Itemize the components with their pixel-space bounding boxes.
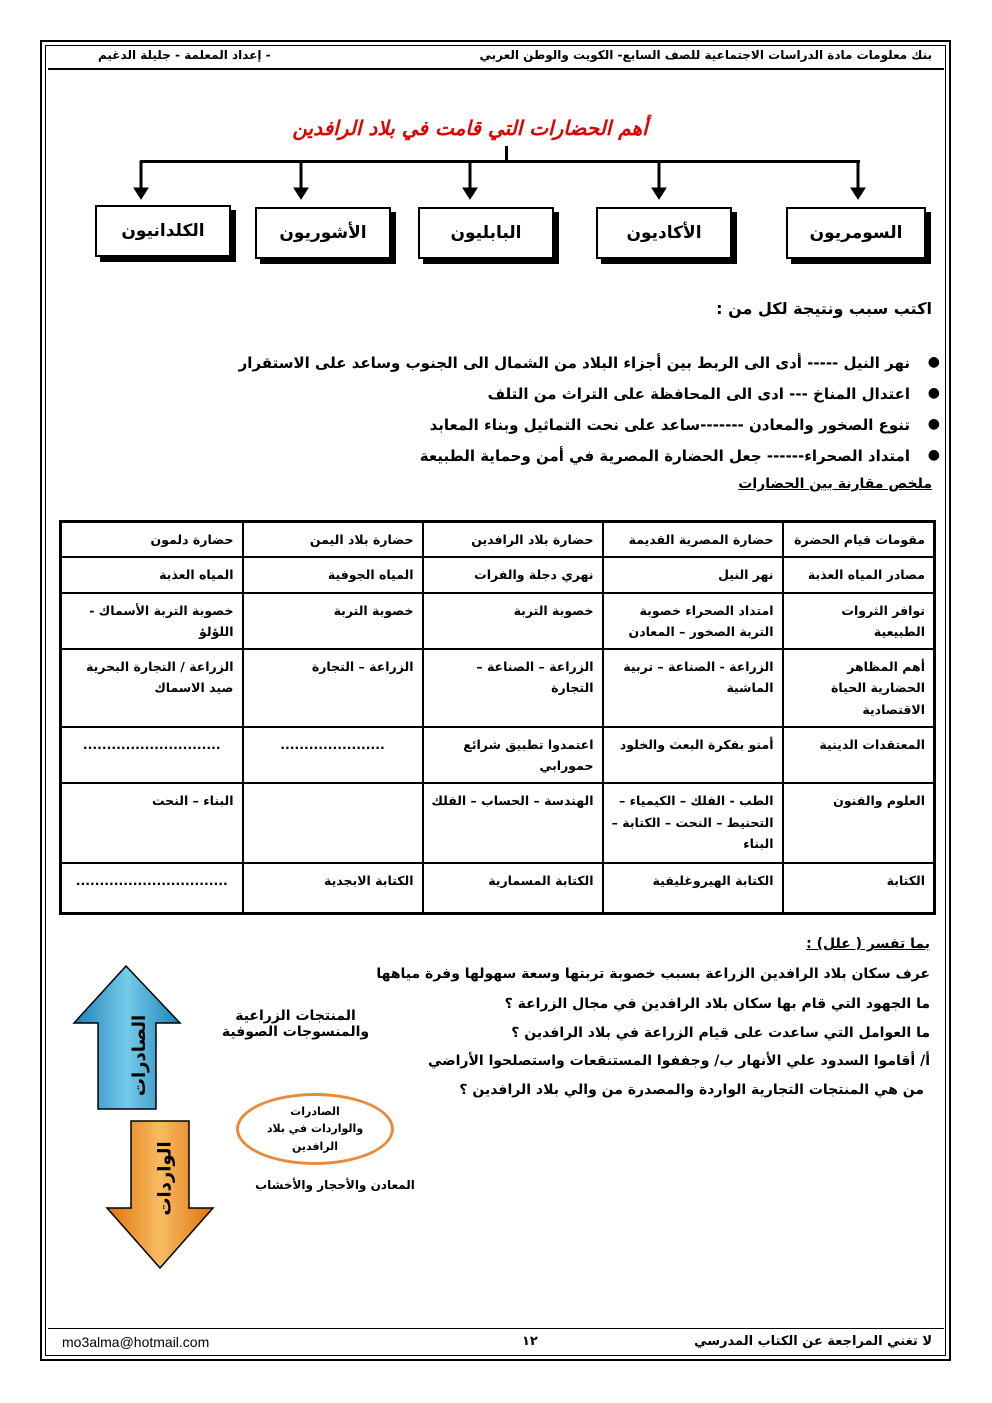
table-cell [243,783,423,863]
tree-arrows [0,0,992,220]
comparison-heading: ملخص مقارنة بين الحضارات [738,476,932,492]
table-cell: حضارة بلاد اليمن [243,522,423,558]
explain-line: من هي المنتجات التجارية الواردة والمصدرة من والي بلاد الرافدين ؟ [459,1082,924,1098]
civ-box-akkadians: الأكاديون [596,207,732,259]
explain-heading: بما تفسر ( علل) : [806,936,930,952]
explain-line: عرف سكان بلاد الرافدين الزراعة بسبب خصوبة تربتها وسعة سهولها وفرة مياهها [376,966,930,982]
table-row [61,727,935,784]
page-number: ١٢ [522,1334,538,1349]
trade-center-label: الصادرات والواردات في بلاد الرافدين [266,1104,364,1153]
bullet-icon: ● [927,385,940,401]
table-cell: حضارة بلاد الرافدين [423,522,603,558]
table-cell: الكتابة المسمارية [423,863,603,913]
table-row [61,522,935,558]
bullet-icon: ● [927,416,940,432]
row-header-cell: أهم المظاهر الحضارية الحياة الاقتصادية [783,649,935,727]
table-cell: نهر النيل [603,557,783,592]
arrow-icon [294,188,308,199]
exports-items: المنتجات الزراعية والمنسوجات الصوفية [221,1008,370,1040]
row-header-cell: مصادر المياه العذبة [783,557,935,592]
explain-line: ما الجهود التي قام بها سكان بلاد الرافدين في مجال الزراعة ؟ [504,996,930,1012]
table-cell: خصوبة التربة [423,593,603,650]
table-cell: ...................... [243,727,423,784]
row-header-cell: مقومات قيام الحضرة [783,522,935,558]
header-author: - إعداد المعلمة - جليلة الدغيم [98,48,271,62]
table-row [61,863,935,913]
table-row [61,649,935,727]
table-cell: اعتمدوا تطبيق شرائع حمورابي [423,727,603,784]
imports-items: المعادن والأحجار والأخشاب [255,1178,415,1192]
civ-box-sumerians: السومريون [786,207,926,259]
footer-note: لا تغني المراجعة عن الكتاب المدرسي [694,1334,932,1349]
imports-label-wrap [140,1128,190,1228]
bullet-icon: ● [927,354,940,370]
table-cell: حضارة المصرية القديمة [603,522,783,558]
arrow-icon [851,188,865,199]
cause-effect-item: ● اعتدال المناخ --- ادى الى المحافظة على التراث من التلف [487,385,940,403]
civ-box-babylonians: البابليون [418,207,554,259]
table-cell: الزراعة / التجارة البحرية صيد الاسماك [61,649,243,727]
cause-effect-heading: اكتب سبب ونتيجة لكل من : [716,299,932,318]
table-cell: امتداد الصحراء خصوبة التربة الصخور – المعادن [603,593,783,650]
exports-label: الصادرات [129,1014,151,1096]
table-cell: نهري دجلة والفرات [423,557,603,592]
civ-box-assyrians: الأشوريون [255,207,391,259]
row-header-cell: العلوم والفنون [783,783,935,863]
table-cell: الكتابة الهيروغليفية [603,863,783,913]
table-cell: أمنو بفكرة البعث والخلود [603,727,783,784]
arrow-icon [134,188,148,199]
row-header-cell: المعتقدات الدينية [783,727,935,784]
comparison-table [59,520,936,915]
footer-divider [48,1328,944,1329]
table-cell: الزراعة – الصناعة – التجارة [423,649,603,727]
arrow-icon [652,188,666,199]
exports-label-wrap [120,1005,160,1105]
table-cell: الزراعة - الصناعة – تربية الماشية [603,649,783,727]
trade-center-ellipse [236,1093,394,1165]
table-row [61,557,935,592]
table-cell: الكتابة الابجدية [243,863,423,913]
arrow-icon [463,188,477,199]
civ-box-chaldeans: الكلدانيون [95,205,231,257]
table-cell: الزراعة – التجارة [243,649,423,727]
bullet-icon: ● [927,447,940,463]
row-header-cell: توافر الثروات الطبيعية [783,593,935,650]
explain-line: ما العوامل التي ساعدت على قيام الزراعة في بلاد الرافدين ؟ [511,1025,930,1041]
cause-effect-item: ● امتداد الصحراء------ جعل الحضارة المصرية في أمن وحماية الطبيعة [419,447,940,465]
cause-effect-item: ● تنوع الصخور والمعادن -------ساعد على نحت التماثيل وبناء المعابد [429,416,940,434]
table-cell: خصوبة التربة [243,593,423,650]
table-cell: خصوبة التربة الأسماك - اللؤلؤ [61,593,243,650]
table-cell: ................................ [61,863,243,913]
table-row [61,783,935,863]
table-cell: ............................. [61,727,243,784]
table-cell: المياه العذبة [61,557,243,592]
cause-effect-item: ● نهر النيل ----- أدى الى الربط بين أجزاء البلاد من الشمال الى الجنوب وساعد على الاستقرار [238,354,940,372]
table-cell: حضارة دلمون [61,522,243,558]
table-cell: البناء – النحت [61,783,243,863]
table-cell: الطب - الفلك – الكيمياء – التحنيط – النحت – الكتابة – البناء [603,783,783,863]
table-cell: الهندسة – الحساب – الفلك [423,783,603,863]
explain-line: أ/ أقاموا السدود علي الأنهار ب/ وجففوا المستنقعات واستصلحوا الأراضي [427,1053,930,1069]
imports-label: الواردات [154,1140,176,1216]
table-cell: المياه الجوفية [243,557,423,592]
footer-email: mo3alma@hotmail.com [62,1334,210,1350]
table-row [61,593,935,650]
row-header-cell: الكتابة [783,863,935,913]
diagram-title: أهم الحضارات التي قامت في بلاد الرافدين [292,116,648,140]
header-subject: بنك معلومات مادة الدراسات الاجتماعية للصف السابع- الكويت والوطن العربي [479,48,932,62]
